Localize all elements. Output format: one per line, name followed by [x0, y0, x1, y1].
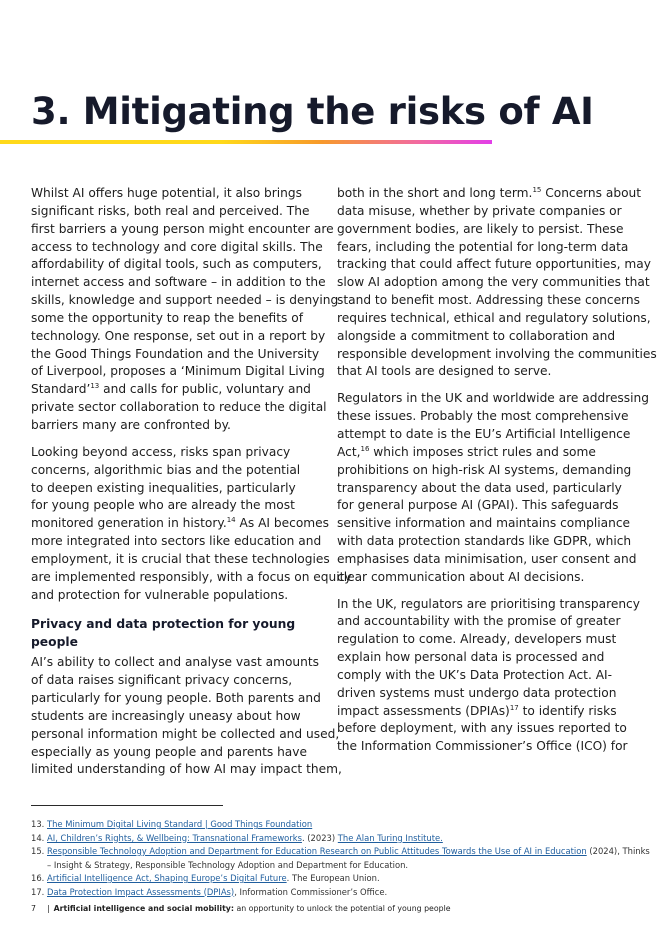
footer-subtitle: an opportunity to unlock the potential of young people	[234, 904, 451, 913]
text-line: with data protection standards like GDPR, which	[337, 534, 632, 549]
page-number: 7	[31, 904, 36, 913]
footnote-16	[31, 872, 631, 886]
footnote-text: . (2023)	[301, 832, 338, 843]
text-line: clear communication about AI decisions.	[337, 569, 585, 584]
footnote-ref-17[interactable]: 17	[509, 703, 519, 712]
text-line: for young people who are already the most	[31, 498, 295, 513]
text-run: Concerns about	[541, 186, 642, 200]
text-line	[337, 185, 642, 203]
footnote-15	[31, 845, 650, 872]
paragraph-privacy	[31, 654, 342, 779]
footnote-14	[31, 832, 631, 846]
text-line: to deepen existing inequalities, particularly	[31, 480, 296, 495]
text-run: monitored generation in history.	[31, 516, 227, 531]
text-line: prohibitions on high-risk AI systems, demanding	[337, 462, 632, 477]
text-line: concerns, algorithmic bias and the potential	[31, 462, 301, 477]
text-line: data misuse, whether by private companies or	[337, 203, 622, 218]
text-line: the Good Things Foundation and the University	[31, 346, 320, 361]
text-line: affordability of digital tools, such as computers,	[31, 257, 322, 272]
text-line: fears, including the potential for long-term data	[337, 239, 629, 254]
text-line: Looking beyond access, risks span privacy	[31, 444, 291, 459]
text-run: both in the short and long term.	[337, 186, 533, 200]
footnote-number: 13.	[31, 819, 45, 829]
paragraph-access	[31, 185, 339, 435]
text-run: and calls for public, voluntary and	[99, 382, 311, 397]
footnote-15-link[interactable]: Responsible Technology Adoption and Department for Education Research on Public Attitudes Towards the Use of AI in Education	[47, 846, 587, 856]
text-line: barriers many are confronted by.	[31, 417, 231, 432]
text-line: more integrated into sectors like education and	[31, 534, 322, 549]
text-line: particularly for young people. Both parents and	[31, 691, 321, 706]
footnote-text: (2024), Thinks	[586, 846, 650, 856]
footnote-13-link[interactable]: The Minimum Digital Living Standard | Good Things Foundation	[47, 819, 313, 829]
footnote-16-link[interactable]: Artificial Intelligence Act, Shaping Europe’s Digital Future	[47, 873, 287, 883]
footnote-14-link[interactable]: AI, Children’s Rights, & Wellbeing: Transnational Frameworks	[47, 832, 302, 843]
text-line: sensitive information and maintains compliance	[337, 516, 631, 531]
text-line: the Information Commissioner’s Office (ICO) for	[337, 739, 628, 754]
footnote-ref-13[interactable]: 13	[90, 382, 100, 391]
footnote-ref-14[interactable]: 14	[226, 516, 236, 525]
footnote-17-link[interactable]: Data Protection Impact Assessments (DPIAs)	[47, 886, 235, 897]
text-line: of Liverpool, proposes a ‘Minimum Digital Living	[31, 364, 325, 379]
text-line	[337, 703, 633, 721]
text-line: emphasises data minimisation, user consent and	[337, 551, 637, 566]
paragraph-regulators	[337, 390, 649, 586]
footnote-text: , Information Commissioner’s Office.	[234, 886, 388, 897]
footnote-number: 14.	[31, 832, 45, 843]
text-line: access to technology and core digital skills. The	[31, 239, 323, 254]
text-line: requires technical, ethical and regulatory solutions,	[337, 310, 651, 325]
text-line: that AI tools are designed to serve.	[337, 364, 552, 379]
text-line	[337, 444, 633, 462]
paragraph-concerns	[337, 185, 657, 381]
footnote-13	[31, 818, 631, 832]
text-line: significant risks, both real and perceived. The	[31, 203, 310, 218]
title-underline	[0, 140, 492, 144]
text-line: skills, knowledge and support needed – is denying	[31, 293, 339, 308]
text-run: Standard’	[31, 382, 91, 397]
footnote-number: 16.	[31, 873, 45, 883]
text-line: especially as young people and parents have	[31, 744, 307, 759]
left-column	[31, 185, 352, 788]
text-line: are implemented responsibly, with a focus on equity	[31, 569, 352, 584]
text-run: As AI becomes	[235, 516, 329, 531]
text-line	[31, 381, 327, 399]
text-line: driven systems must undergo data protection	[337, 685, 617, 700]
text-line: government bodies, are likely to persist. These	[337, 221, 624, 236]
text-line: private sector collaboration to reduce the digital	[31, 400, 327, 415]
text-line: alongside a commitment to collaboration and	[337, 328, 616, 343]
text-line: employment, it is crucial that these technologies	[31, 551, 330, 566]
footnote-text: . The European Union.	[286, 873, 380, 883]
text-line: before deployment, with any issues reported to	[337, 721, 627, 736]
text-line: for general purpose AI (GPAI). This safeguards	[337, 498, 619, 513]
footnote-ref-15[interactable]: 15	[532, 186, 542, 194]
text-line: technology. One response, set out in a report by	[31, 328, 326, 343]
text-line: responsible development involving the communities	[337, 346, 657, 361]
text-line: tracking that could affect future opportunities, may	[337, 257, 651, 272]
footer-separator: |	[47, 904, 50, 913]
footnote-continuation: – Insight & Strategy, Responsible Technology Adoption and Department for Education.	[47, 859, 409, 870]
text-line: students are increasingly uneasy about how	[31, 708, 301, 723]
text-line: and protection for vulnerable populations.	[31, 587, 289, 602]
footnote-14-link-2[interactable]: The Alan Turing Institute.	[337, 832, 443, 843]
text-run: Act,	[337, 444, 361, 459]
page-title: 3. Mitigating the risks of AI	[31, 90, 594, 133]
text-line: Regulators in the UK and worldwide are addressing	[337, 391, 649, 406]
text-line: regulation to come. Already, developers must	[337, 632, 617, 647]
text-line: transparency about the data used, particularly	[337, 480, 622, 495]
text-line: personal information might be collected and used,	[31, 726, 340, 741]
footnotes	[31, 818, 650, 899]
text-line: AI’s ability to collect and analyse vast amounts	[31, 655, 319, 670]
page-footer	[31, 904, 451, 913]
footnote-divider	[31, 805, 223, 806]
text-line: explain how personal data is processed and	[337, 650, 605, 665]
text-line: these issues. Probably the most comprehensive	[337, 409, 629, 424]
text-line: stand to benefit most. Addressing these concerns	[337, 293, 640, 308]
footer-title: Artificial intelligence and social mobility:	[53, 904, 234, 913]
text-run: to identify risks	[518, 703, 617, 718]
text-run: which imposes strict rules and some	[369, 444, 596, 459]
footnote-17	[31, 886, 631, 900]
text-line: comply with the UK’s Data Protection Act. AI-	[337, 667, 613, 682]
text-run: impact assessments (DPIAs)	[337, 703, 510, 718]
right-column	[337, 185, 657, 765]
text-line: slow AI adoption among the very communities that	[337, 275, 650, 290]
text-line	[31, 515, 327, 533]
footnote-ref-16[interactable]: 16	[360, 444, 370, 453]
text-line: Whilst AI offers huge potential, it also brings	[31, 186, 302, 200]
footnote-number: 15.	[31, 846, 45, 856]
text-line: of data raises significant privacy concerns,	[31, 673, 293, 688]
text-line: limited understanding of how AI may impact them,	[31, 762, 342, 777]
text-line: internet access and software – in addition to the	[31, 275, 326, 290]
text-line: some the opportunity to reap the benefits of	[31, 310, 303, 325]
footnote-number: 17.	[31, 886, 45, 897]
section-heading: Privacy and data protection for young people	[31, 617, 296, 650]
text-line: and accountability with the promise of greater	[337, 614, 621, 629]
text-line: attempt to date is the EU’s Artificial Intelligence	[337, 426, 631, 441]
paragraph-uk	[337, 596, 640, 757]
text-line: first barriers a young person might encounter are	[31, 221, 334, 236]
text-line: In the UK, regulators are prioritising transparency	[337, 596, 640, 611]
